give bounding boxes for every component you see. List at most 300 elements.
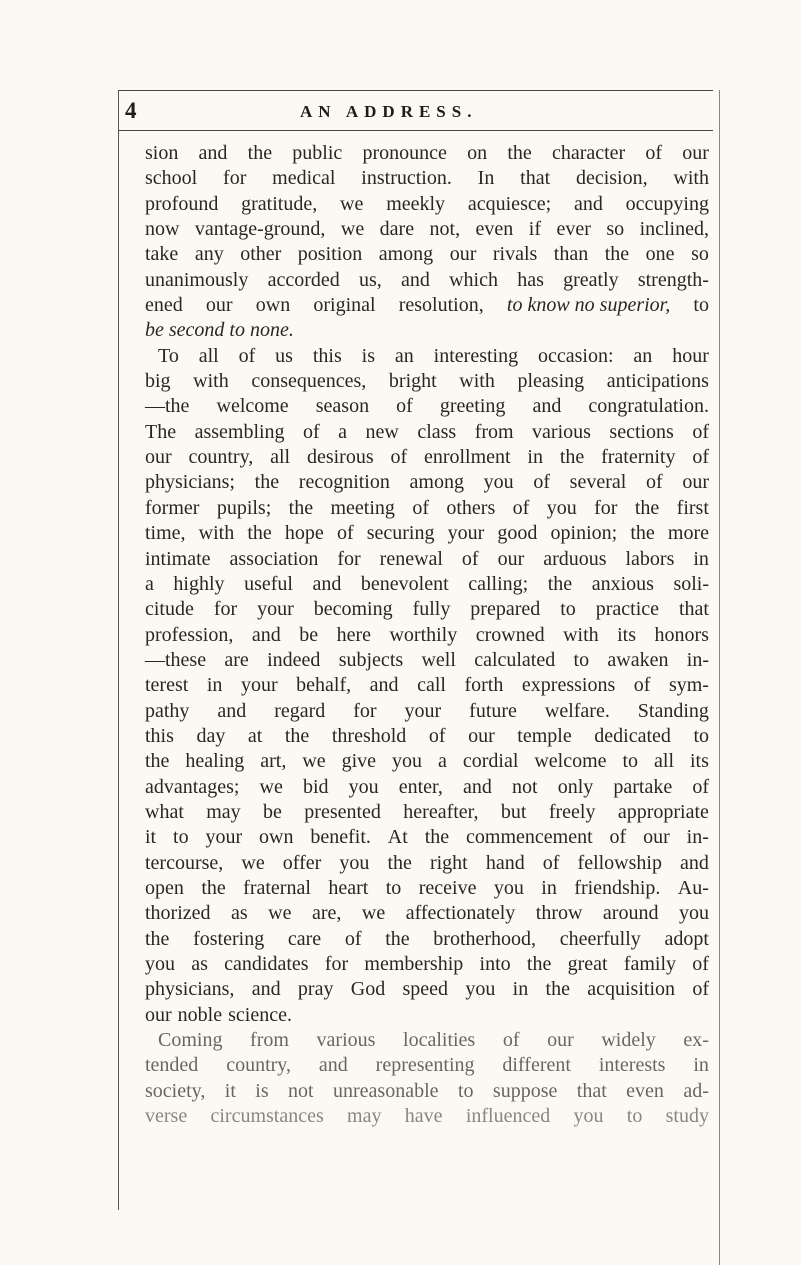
word: is: [361, 344, 375, 367]
word: meeting: [330, 496, 395, 519]
text-line: [145, 318, 709, 343]
word: anxious: [591, 572, 654, 595]
word: among: [378, 243, 434, 266]
text-line: [145, 749, 709, 774]
word: the: [526, 953, 552, 975]
word: of: [692, 953, 709, 975]
text-line: [145, 623, 709, 648]
word: at: [247, 724, 263, 747]
word: of: [645, 471, 663, 494]
word: honors: [654, 623, 709, 646]
word: presented: [304, 800, 381, 823]
word: commencement: [466, 826, 593, 849]
word: occupying: [625, 192, 709, 215]
word: we: [340, 218, 365, 241]
word: an: [633, 344, 653, 367]
text-line: [145, 977, 709, 1002]
word: and: [463, 775, 492, 798]
word: hope: [284, 522, 324, 545]
body-text: [145, 141, 709, 1129]
word: partake: [613, 775, 673, 798]
word: hereafter,: [403, 800, 479, 823]
word: in-: [686, 826, 709, 849]
word: has: [517, 268, 544, 291]
word: verse: [145, 1105, 188, 1128]
word: so: [606, 218, 625, 241]
word: calling;: [468, 572, 529, 595]
word: your: [257, 598, 294, 621]
word: in: [206, 674, 223, 697]
word: dedicated: [594, 724, 671, 747]
word: right: [429, 851, 468, 874]
word: welcome: [534, 750, 607, 773]
word: awaken: [607, 648, 669, 671]
word: us,: [358, 268, 382, 291]
word: and: [318, 1054, 348, 1077]
word: benefit.: [310, 826, 371, 849]
word: the: [387, 851, 412, 874]
word: even: [626, 1079, 664, 1102]
word: this: [312, 344, 342, 367]
word: inclined,: [639, 218, 709, 241]
word: recognition: [298, 471, 390, 494]
text-line: [145, 851, 709, 876]
word: a: [437, 750, 447, 773]
word: that: [520, 167, 551, 190]
word: for: [594, 496, 618, 519]
text-line: [145, 420, 709, 445]
word: greeting: [439, 395, 506, 418]
word: In: [477, 167, 495, 190]
word: hand: [485, 851, 525, 874]
word: into: [479, 953, 511, 975]
word: fraternity: [601, 446, 676, 469]
word: good: [497, 522, 538, 545]
word: for: [353, 699, 377, 722]
word: speed: [402, 978, 449, 1001]
word: your: [205, 826, 243, 849]
text-line: [145, 470, 709, 495]
word: gratitude,: [241, 192, 318, 215]
word: and: [217, 699, 247, 722]
word: Standing: [637, 699, 709, 722]
word: public: [292, 142, 343, 164]
text-line: [145, 521, 709, 546]
word: and: [680, 851, 709, 874]
word: new: [365, 420, 399, 443]
word: others: [446, 496, 496, 519]
word: pathy: [145, 699, 190, 722]
word: fraternal: [243, 876, 311, 899]
word: the: [634, 496, 660, 519]
word: assembling: [194, 420, 285, 443]
word: cordial: [462, 750, 519, 773]
word: indeed: [267, 648, 321, 671]
word: unanimously: [145, 268, 249, 291]
word: to know no superior,: [506, 294, 671, 317]
word: with: [673, 167, 709, 190]
word: science.: [228, 1003, 292, 1026]
word: you: [339, 851, 370, 874]
word: and: [369, 674, 399, 697]
word: our: [205, 294, 233, 317]
word: time,: [145, 522, 186, 545]
text-line: [145, 952, 709, 977]
word: to: [626, 1105, 643, 1128]
word: of: [645, 142, 663, 164]
word: this: [145, 724, 174, 747]
page-right-edge: [719, 90, 720, 1265]
header-top-rule: [118, 90, 713, 91]
word: to: [693, 724, 709, 747]
word: future: [469, 699, 517, 722]
word: to: [560, 598, 576, 621]
word: country,: [188, 446, 254, 469]
word: of: [502, 1029, 520, 1052]
word: Coming: [158, 1029, 223, 1052]
word: for: [324, 953, 349, 975]
word: and: [400, 268, 430, 291]
word: the: [630, 522, 655, 545]
word: with: [459, 370, 495, 393]
word: anticipations: [606, 370, 709, 393]
text-line: [145, 1079, 709, 1104]
word: be: [299, 623, 319, 646]
word: several: [569, 471, 627, 494]
word: a: [338, 420, 348, 443]
word: have: [404, 1105, 443, 1128]
word: Au-: [677, 876, 709, 899]
word: as: [191, 953, 208, 975]
word: becoming: [313, 598, 393, 621]
word: widely: [601, 1029, 656, 1052]
word: to: [457, 1079, 474, 1102]
word: with: [193, 370, 229, 393]
word: interesting: [433, 344, 519, 367]
word: you: [483, 471, 514, 494]
word: our: [643, 826, 670, 849]
word: tended: [145, 1054, 199, 1077]
word: of: [390, 446, 408, 469]
word: strength-: [637, 268, 709, 291]
word: on: [467, 142, 488, 164]
word: our: [682, 471, 709, 494]
word: advantages;: [145, 775, 240, 798]
word: other: [240, 243, 282, 266]
text-line: [145, 825, 709, 850]
text-line: [145, 775, 709, 800]
word: school: [145, 167, 198, 190]
word: localities: [403, 1029, 476, 1052]
word: be: [263, 800, 282, 823]
word: season: [315, 395, 370, 418]
text-line: [145, 876, 709, 901]
page-left-edge: [118, 90, 119, 1210]
word: appropriate: [617, 800, 709, 823]
word: with: [563, 623, 599, 646]
word: vantage-ground,: [194, 218, 326, 241]
word: for: [337, 547, 361, 570]
word: acquisition: [587, 978, 676, 1001]
word: call: [417, 674, 446, 697]
word: temple: [517, 724, 572, 747]
word: from: [474, 420, 514, 443]
word: own: [259, 826, 294, 849]
word: intimate: [145, 547, 211, 570]
word: in: [541, 876, 557, 899]
text-line: [145, 1053, 709, 1078]
word: may: [347, 1105, 382, 1128]
word: we: [268, 902, 292, 925]
word: forth: [464, 674, 504, 697]
word: influenced: [465, 1105, 551, 1128]
word: benevolent: [360, 572, 449, 595]
word: an: [394, 344, 414, 367]
word: what: [145, 800, 184, 823]
word: of: [461, 547, 479, 570]
word: interests: [598, 1054, 666, 1077]
word: in: [693, 1054, 709, 1077]
word: The: [145, 420, 177, 443]
word: candidates: [224, 953, 309, 975]
word: enrollment: [423, 446, 511, 469]
word: bid: [302, 775, 329, 798]
word: our: [682, 142, 709, 164]
word: prepared: [470, 598, 541, 621]
page-number: 4: [125, 98, 137, 123]
word: the: [247, 142, 273, 164]
word: fostering: [193, 927, 265, 950]
word: securing: [366, 522, 435, 545]
word: and: [532, 395, 562, 418]
word: labors: [625, 547, 675, 570]
word: you: [493, 876, 524, 899]
word: own: [255, 294, 291, 317]
word: ex-: [683, 1029, 709, 1052]
word: friendship.: [574, 876, 661, 899]
word: of: [533, 471, 550, 494]
word: art,: [260, 750, 287, 773]
word: occasion:: [538, 344, 614, 367]
word: arduous: [543, 547, 607, 570]
word: to: [173, 826, 189, 849]
text-line: [145, 597, 709, 622]
word: original: [313, 294, 376, 317]
word: of: [609, 826, 627, 849]
word: worthily: [389, 623, 458, 646]
word: now: [145, 218, 180, 241]
word: our: [468, 724, 495, 747]
word: and: [251, 623, 281, 646]
word: ad-: [683, 1079, 709, 1102]
word: physicians,: [145, 978, 235, 1001]
word: great: [567, 953, 608, 975]
word: of: [692, 978, 709, 1001]
word: welcome: [216, 395, 289, 418]
word: fully: [412, 598, 451, 621]
word: day: [196, 724, 226, 747]
word: pupils;: [216, 496, 272, 519]
word: membership: [364, 953, 464, 975]
word: hour: [672, 344, 709, 367]
word: fellowship: [577, 851, 662, 874]
word: God: [350, 978, 386, 1001]
word: we: [259, 775, 283, 798]
word: take: [145, 243, 179, 266]
word: your: [447, 522, 485, 545]
word: receive: [418, 876, 477, 899]
word: of: [428, 724, 446, 747]
word: from: [250, 1029, 289, 1052]
word: we: [241, 851, 265, 874]
word: the: [545, 978, 570, 1001]
word: different: [502, 1054, 571, 1077]
word: be second to none.: [145, 319, 294, 342]
word: medical: [272, 167, 336, 190]
word: all: [654, 750, 675, 773]
word: meekly: [386, 192, 446, 215]
word: with: [198, 522, 235, 545]
word: threshold: [331, 724, 407, 747]
word: brotherhood,: [433, 927, 537, 950]
word: regard: [274, 699, 326, 722]
word: character: [551, 142, 626, 164]
word: may: [206, 800, 241, 823]
word: you: [573, 1105, 604, 1128]
word: congratulation.: [588, 395, 709, 418]
word: is: [255, 1079, 269, 1102]
word: if: [528, 218, 541, 241]
header-bottom-rule: [118, 130, 713, 131]
word: your: [240, 674, 278, 697]
word: our: [449, 243, 477, 266]
word: offer: [282, 851, 322, 874]
word: which: [449, 268, 498, 291]
word: unreasonable: [333, 1079, 439, 1102]
text-line: [145, 724, 709, 749]
word: physicians;: [145, 471, 235, 494]
word: freely: [548, 800, 596, 823]
word: we: [302, 750, 326, 773]
text-line: [145, 166, 709, 191]
word: —these: [145, 648, 207, 671]
word: not: [512, 775, 538, 798]
text-line: [145, 141, 709, 166]
text-line: [145, 800, 709, 825]
word: big: [145, 370, 171, 393]
word: among: [409, 471, 464, 494]
word: suppose: [492, 1079, 558, 1102]
word: to: [385, 876, 402, 899]
text-line: [145, 242, 709, 267]
word: circumstances: [210, 1105, 324, 1128]
word: you: [678, 902, 709, 925]
word: bright: [388, 370, 437, 393]
word: for: [213, 598, 238, 621]
word: of: [396, 395, 413, 418]
word: of: [512, 496, 530, 519]
word: ever: [556, 218, 591, 241]
word: family: [623, 953, 677, 975]
text-line: [145, 496, 709, 521]
word: decision,: [575, 167, 648, 190]
word: accorded: [267, 268, 340, 291]
word: of: [542, 851, 560, 874]
word: that: [678, 598, 709, 621]
word: more: [667, 522, 709, 545]
text-line: [145, 1028, 709, 1053]
word: society,: [145, 1079, 206, 1102]
word: and: [573, 192, 603, 215]
word: you: [392, 750, 423, 773]
word: of: [692, 446, 709, 469]
word: our: [145, 1003, 172, 1026]
word: and: [198, 142, 228, 164]
text-line: [145, 268, 709, 293]
word: the: [201, 876, 226, 899]
word: the: [507, 142, 532, 164]
word: sym-: [668, 674, 709, 697]
word: renewal: [379, 547, 443, 570]
word: highly: [173, 572, 225, 595]
text-line: [145, 192, 709, 217]
word: country,: [226, 1054, 291, 1077]
word: noble: [177, 1003, 223, 1026]
word: our: [497, 547, 525, 570]
text-line: [145, 699, 709, 724]
word: the: [254, 471, 280, 494]
word: of: [238, 344, 256, 367]
word: to: [573, 648, 590, 671]
text-line: [145, 445, 709, 470]
word: a: [145, 572, 154, 595]
word: the: [288, 496, 314, 519]
word: the: [145, 927, 170, 950]
word: its: [690, 750, 709, 773]
word: of: [336, 522, 354, 545]
word: sections: [609, 420, 674, 443]
word: subjects: [338, 648, 404, 671]
text-line: [145, 1104, 709, 1129]
running-head: AN ADDRESS.: [300, 102, 478, 121]
word: To: [158, 344, 179, 367]
word: various: [532, 420, 591, 443]
word: citude: [145, 598, 194, 621]
word: greatly: [563, 268, 619, 291]
word: well: [421, 648, 456, 671]
word: sion: [145, 142, 179, 164]
word: heart: [328, 876, 369, 899]
word: its: [617, 623, 637, 646]
word: profession,: [145, 623, 234, 646]
word: enter,: [398, 775, 443, 798]
word: expressions: [521, 674, 616, 697]
word: desirous: [306, 446, 374, 469]
word: calculated: [474, 648, 556, 671]
word: you: [465, 978, 496, 1001]
word: and: [251, 978, 281, 1001]
word: only: [557, 775, 594, 798]
word: of: [303, 420, 320, 443]
word: one: [645, 243, 675, 266]
word: our: [145, 446, 172, 469]
word: affectionately: [405, 902, 516, 925]
word: not: [288, 1079, 314, 1102]
word: —the: [145, 395, 190, 418]
text-line: [145, 547, 709, 572]
word: the: [424, 826, 450, 849]
text-line: [145, 344, 709, 369]
